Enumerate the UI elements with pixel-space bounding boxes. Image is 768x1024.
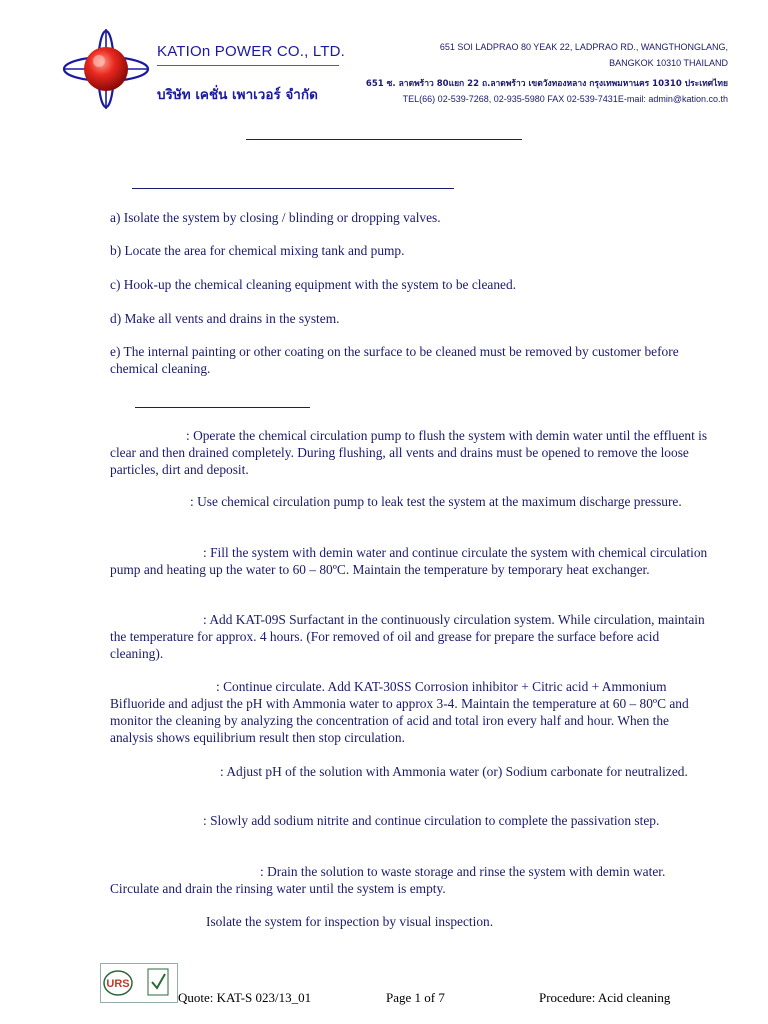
badge-text: URS <box>106 978 130 990</box>
footer-procedure: Procedure: Acid cleaning <box>539 990 671 1005</box>
step-neutralization: : Adjust pH of the solution with Ammonia water (or) Sodium carbonate for neutralized. <box>220 764 688 779</box>
title-rule <box>246 139 522 140</box>
prep-item-d: d) Make all vents and drains in the system. <box>110 311 340 326</box>
prep-item-e: e) The internal painting or other coating on the surface to be cleaned must be removed by customer before chemical cleaning. <box>110 344 679 376</box>
step-passivation: : Slowly add sodium nitrite and continue circulation to complete the passivation step. <box>203 813 660 828</box>
company-name-en: KATIOn POWER CO., LTD. <box>157 43 346 60</box>
footer-page-number: Page 1 of 7 <box>386 990 445 1005</box>
step-acid-cleaning: : Continue circulate. Add KAT-30SS Corrosion inhibitor + Citric acid + Ammonium Bifluoride and adjust the pH with Ammonia water to approx 3-4. Maintain the temperature at 60 – 80ºC and monitor the cleaning by analyzing the concentration of acid and total iron every half and hour. When the analysis shows equilibrium result then stop circulation. <box>110 679 689 745</box>
address-line-2: BANGKOK 10310 THAILAND <box>609 58 728 68</box>
section-heading-rule <box>132 188 454 189</box>
prep-item-c: c) Hook-up the chemical cleaning equipment with the system to be cleaned. <box>110 277 517 292</box>
prep-item-b: b) Locate the area for chemical mixing tank and pump. <box>110 243 405 258</box>
company-name-th: บริษัท เคชั่น เพาเวอร์ จำกัด <box>157 87 318 103</box>
step-inspection: Isolate the system for inspection by visual inspection. <box>206 914 494 929</box>
step-drain-rinse: : Drain the solution to waste storage and rinse the system with demin water. Circulate and drain the rinsing water until the system is empty. <box>110 864 666 896</box>
step-leak-test: : Use chemical circulation pump to leak test the system at the maximum discharge pressure. <box>190 494 682 509</box>
contact-line: TEL(66) 02-539-7268, 02-935-5980 FAX 02-539-7431E-mail: admin@kation.co.th <box>402 94 728 104</box>
step-heating: : Fill the system with demin water and continue circulate the system with chemical circulation pump and heating up the water to 60 – 80ºC. Maintain the temperature by temporary heat exchanger. <box>110 545 708 577</box>
footer-quote: Quote: KAT-S 023/13_01 <box>178 990 312 1005</box>
company-name-underline <box>157 65 339 66</box>
prep-item-a: a) Isolate the system by closing / blinding or dropping valves. <box>110 210 441 225</box>
address-line-1: 651 SOI LADPRAO 80 YEAK 22, LADPRAO RD., WANGTHONGLANG, <box>439 42 728 52</box>
step-flushing: : Operate the chemical circulation pump to flush the system with demin water until the effluent is clear and then drained completely. During flushing, all vents and drains must be opened to remove the loose particles, dirt and deposit. <box>110 428 708 477</box>
certification-badge <box>100 963 178 1003</box>
procedure-heading-rule <box>135 407 310 408</box>
step-degreasing: : Add KAT-09S Surfactant in the continuously circulation system. While circulation, maintain the temperature for approx. 4 hours. (For removed of oil and grease for prepare the surface before acid cleaning). <box>110 612 705 661</box>
address-thai: 651 ซ. ลาดพร้าว 80แยก 22 ถ.ลาดพร้าว เขตวังทองหลาง กรุงเทพมหานคร 10310 ประเทศไทย <box>365 79 728 89</box>
company-logo <box>62 28 150 110</box>
